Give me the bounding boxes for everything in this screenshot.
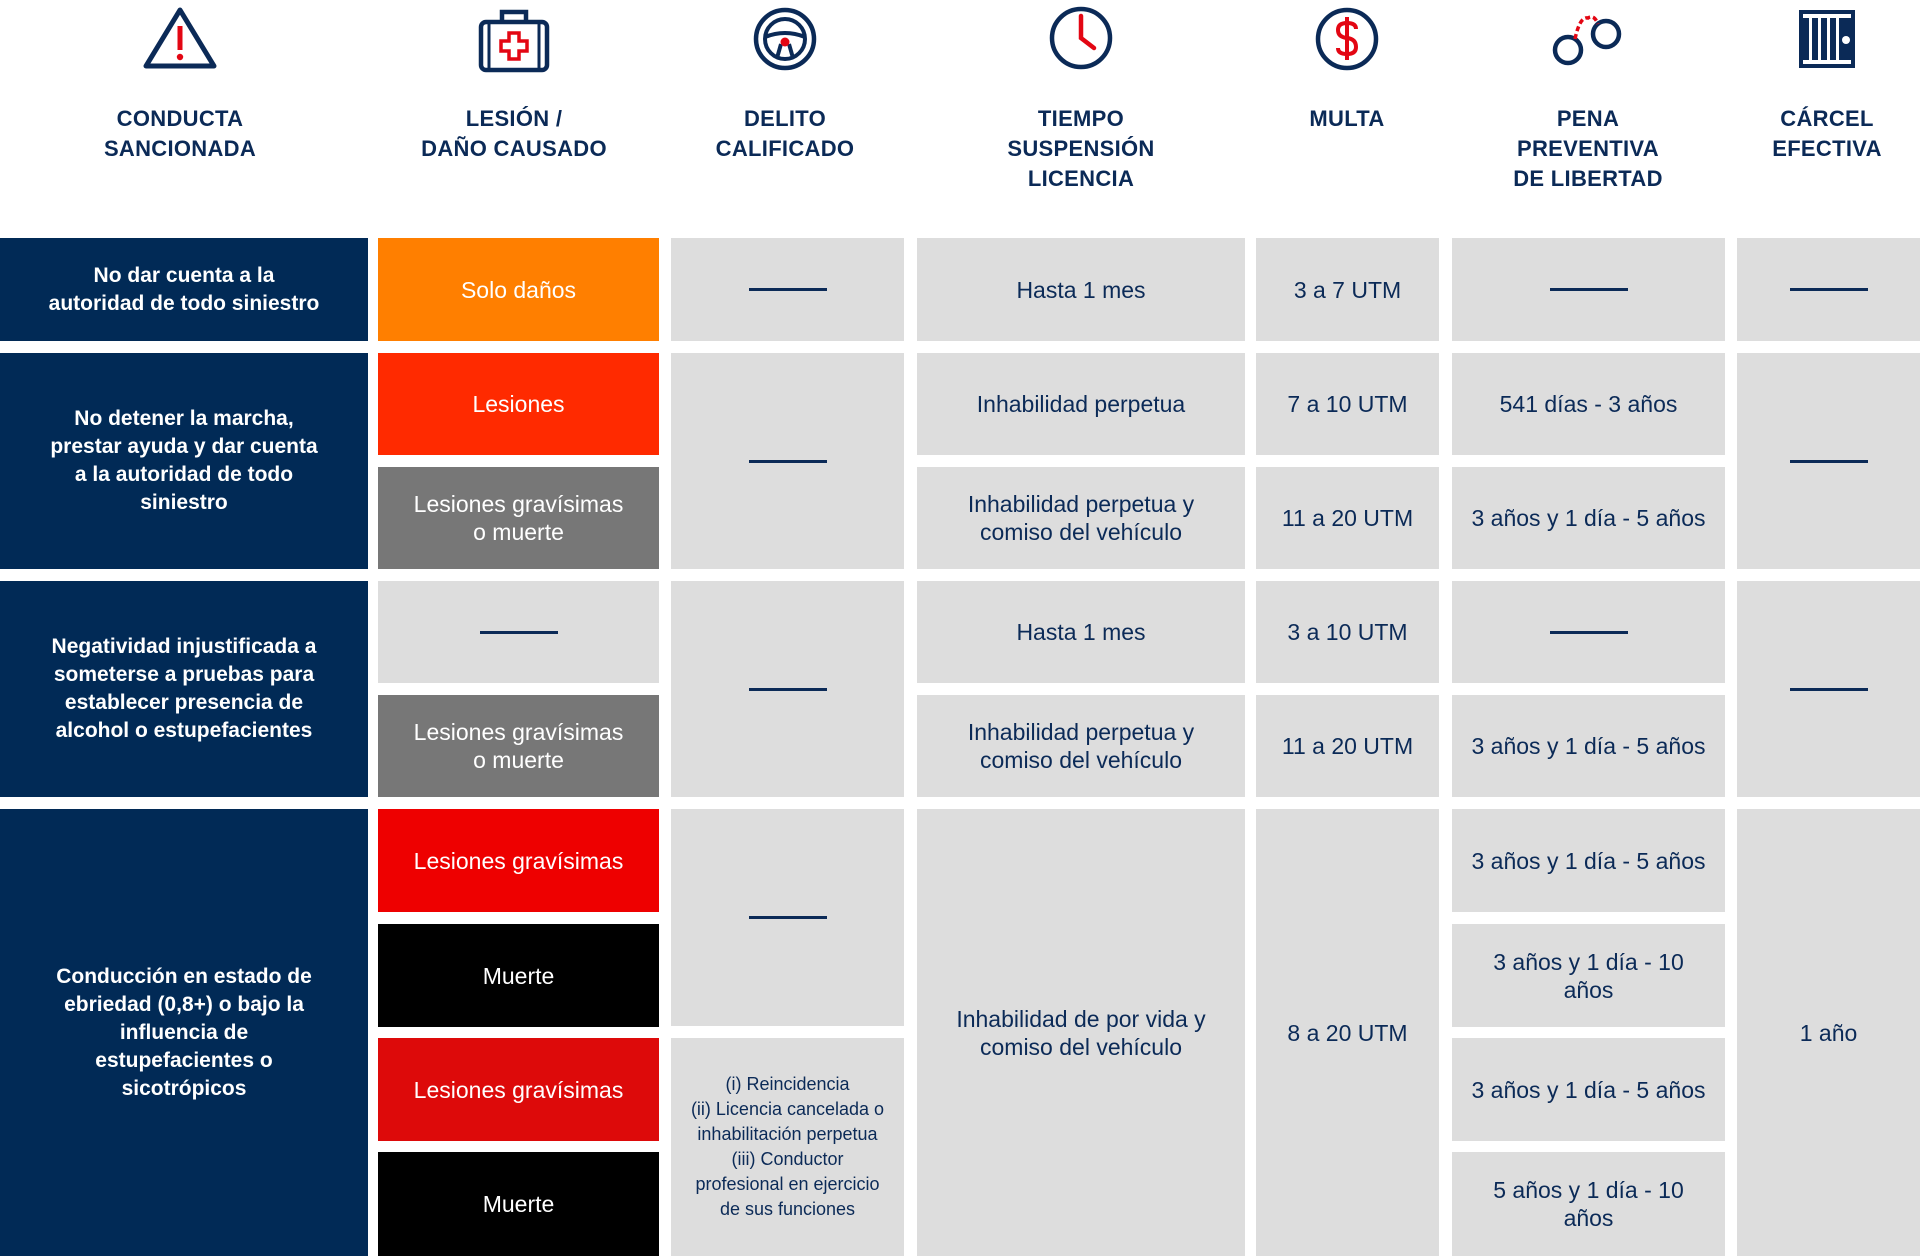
handcuffs-icon [1548, 2, 1628, 76]
header-pena [1452, 0, 1724, 236]
qualified-cell-1 [671, 238, 904, 341]
empty-dash [749, 916, 827, 919]
header-multa [1256, 0, 1438, 236]
damage-cell-4 [378, 581, 659, 683]
damage-cell-7: Muerte [378, 924, 659, 1027]
header-label-lesion: LESIÓN / DAÑO CAUSADO [421, 106, 607, 161]
clock-icon [1041, 2, 1121, 76]
header-label-suspension: TIEMPO SUSPENSIÓN LICENCIA [1007, 106, 1155, 191]
suspension-cell-5: Inhabilidad perpetua y comiso del vehículo [917, 695, 1245, 797]
preventive-cell-9: 5 años y 1 día - 10 años [1452, 1152, 1725, 1256]
dollar-coin-icon [1307, 2, 1387, 76]
header-label-multa: MULTA [1309, 106, 1385, 131]
fine-cell-5: 11 a 20 UTM [1256, 695, 1439, 797]
damage-cell-2: Lesiones [378, 353, 659, 455]
preventive-cell-4 [1452, 581, 1725, 683]
jail-cell-2 [1737, 353, 1920, 569]
conduct-cell-2: No detener la marcha, prestar ayuda y dar cuenta a la autoridad de todo siniestro [0, 353, 368, 569]
qualified-cell-2 [671, 353, 904, 569]
header-label-pena: PENA PREVENTIVA DE LIBERTAD [1513, 106, 1663, 191]
empty-dash [1790, 460, 1868, 463]
header-carcel [1727, 0, 1920, 236]
header-conducta [0, 0, 360, 236]
suspension-cell-6: Inhabilidad de por vida y comiso del vehículo [917, 809, 1245, 1256]
qualified-cell-3 [671, 581, 904, 797]
empty-dash [480, 631, 558, 634]
damage-cell-1: Solo daños [378, 238, 659, 341]
first-aid-kit-icon [474, 2, 554, 76]
conduct-cell-3: Negatividad injustificada a someterse a pruebas para establecer presencia de alcohol o estupefacientes [0, 581, 368, 797]
conduct-cell-1: No dar cuenta a la autoridad de todo siniestro [0, 238, 368, 341]
warning-triangle-icon [140, 2, 220, 76]
empty-dash [1790, 288, 1868, 291]
fine-cell-2: 7 a 10 UTM [1256, 353, 1439, 455]
damage-cell-8: Lesiones gravísimas [378, 1038, 659, 1141]
header-label-conducta: CONDUCTA SANCIONADA [103, 106, 257, 161]
fine-cell-6: 8 a 20 UTM [1256, 809, 1439, 1256]
header-suspension [917, 0, 1245, 236]
preventive-cell-2: 541 días - 3 años [1452, 353, 1725, 455]
damage-cell-9: Muerte [378, 1152, 659, 1256]
preventive-cell-7: 3 años y 1 día - 10 años [1452, 924, 1725, 1027]
jail-cell-3 [1737, 581, 1920, 797]
conduct-cell-4: Conducción en estado de ebriedad (0,8+) o bajo la influencia de estupefacientes o sicotrópicos [0, 809, 368, 1256]
header-lesion [378, 0, 650, 236]
jail-cell-4: 1 año [1737, 809, 1920, 1256]
suspension-cell-3: Inhabilidad perpetua y comiso del vehículo [917, 467, 1245, 569]
suspension-cell-4: Hasta 1 mes [917, 581, 1245, 683]
empty-dash [749, 460, 827, 463]
header-label-delito: DELITO CALIFICADO [715, 106, 855, 161]
suspension-cell-2: Inhabilidad perpetua [917, 353, 1245, 455]
qualified-conditions: (i) Reincidencia (ii) Licencia cancelada o inhabilitación perpetua (iii) Conductor profesional en ejercicio de sus funciones [671, 1038, 904, 1256]
header-label-carcel: CÁRCEL EFECTIVA [1772, 106, 1882, 161]
damage-cell-6: Lesiones gravísimas [378, 809, 659, 912]
fine-cell-3: 11 a 20 UTM [1256, 467, 1439, 569]
suspension-cell-1: Hasta 1 mes [917, 238, 1245, 341]
header-delito [669, 0, 901, 236]
damage-cell-5: Lesiones gravísimas o muerte [378, 695, 659, 797]
preventive-cell-1 [1452, 238, 1725, 341]
preventive-cell-8: 3 años y 1 día - 5 años [1452, 1038, 1725, 1141]
jail-cell-1 [1737, 238, 1920, 341]
steering-wheel-icon [745, 2, 825, 76]
empty-dash [749, 288, 827, 291]
fine-cell-4: 3 a 10 UTM [1256, 581, 1439, 683]
preventive-cell-3: 3 años y 1 día - 5 años [1452, 467, 1725, 569]
empty-dash [749, 688, 827, 691]
jail-bars-icon [1787, 2, 1867, 76]
preventive-cell-6: 3 años y 1 día - 5 años [1452, 809, 1725, 912]
qualified-cell-4 [671, 809, 904, 1026]
preventive-cell-5: 3 años y 1 día - 5 años [1452, 695, 1725, 797]
empty-dash [1550, 288, 1628, 291]
fine-cell-1: 3 a 7 UTM [1256, 238, 1439, 341]
damage-cell-3: Lesiones gravísimas o muerte [378, 467, 659, 569]
empty-dash [1790, 688, 1868, 691]
empty-dash [1550, 631, 1628, 634]
